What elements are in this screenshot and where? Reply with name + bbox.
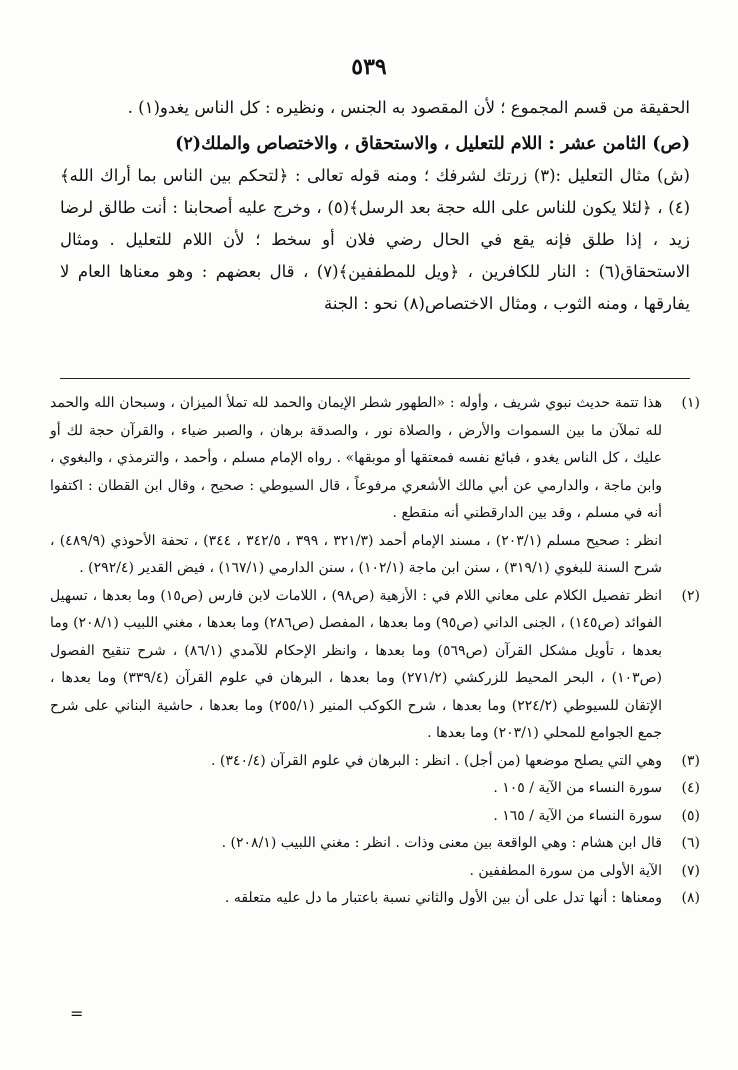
footnote-number: (١) (681, 395, 700, 411)
footnote (50, 858, 700, 886)
main-paragraph: (ش) مثال التعليل :(٣) زرتك لشرفك ؛ ومنه قوله تعالى : ﴿لتحكم بين الناس بما أراك الله﴾(٤) ، ﴿لئلا يكون للناس على الله حجة بعد الرسل﴾(٥) ، وخرج عليه أصحابنا : أنت طالق لرضا زيد ، إذا طلق فإنه يقع في الحال رضي فلان أو سخط ؛ لأن اللام للتعليل . ومثال الاستحقاق(٦) : النار للكافرين ، ﴿ويل للمطففين﴾(٧) ، قال بعضهم : وهو معناها العام لا يفارقها ، ومنه الثوب ، ومثال الاختصاص(٨) نحو : الجنة (60, 166, 690, 313)
footnote-text: هذا تتمة حديث نبوي شريف ، وأوله : «الطهور شطر الإيمان والحمد لله تملأ الميزان ، وسبحان الله والحمد لله تملآن ما بين السموات والأرض ، والصلاة نور ، والصدقة برهان ، والصبر ضياء ، والقرآن حجة لك أو عليك ، كل الناس يغدو ، فبائع نفسه فمعتقها أو موبقها» . رواه الإمام مسلم ، وأحمد ، والترمذي ، والبغوي ، وابن ماجة ، والدارمي عن أبي مالك الأشعري مرفوعاً ، قال السيوطي : صحيح ، وقال ابن القطان : اكتفوا أنه في مسلم ، وقد بين الدارقطني أنه منقطع . (50, 395, 662, 521)
main-paragraph: الحقيقة من قسم المجموع ؛ لأن المقصود به الجنس ، ونظيره : كل الناس يغدو(١) . (127, 98, 690, 117)
main-text (60, 92, 690, 320)
footnote-text: سورة النساء من الآية / ١٠٥ . (493, 780, 662, 796)
footnote (50, 830, 700, 858)
footnote-number: (٧) (681, 862, 700, 879)
footnote (50, 803, 700, 831)
footnote-text: قال ابن هشام : وهي الواقعة بين معنى وذات . انظر : مغني اللبيب (٢٠٨/١) . (221, 835, 662, 851)
footnote-number: (٦) (681, 835, 700, 851)
footnote-text: انظر تفصيل الكلام على معاني اللام في : الأزهية (ص٩٨) ، اللامات لابن فارس (ص١٥) وما بعدها ، تسهيل الفوائد (ص١٤٥) ، الجنى الداني (ص٩٥) وما بعدها ، المفصل (ص٢٨٦) وما بعدها ، مغني اللبيب (٢٠٨/١) وما بعدها ، تأويل مشكل القرآن (ص٥٦٩) وما بعدها ، وانظر الإحكام للآمدي (٨٦/١) ، شرح تنقيح الفصول (ص١٠٣) ، البحر المحيط للزركشي (٢٧١/٢) وما بعدها ، البرهان في علوم القرآن (٣٣٩/٤) وما بعدها ، الإتقان للسيوطي (٢٢٤/٢) وما بعدها ، شرح الكوكب المنير (٢٥٥/١) وما بعدها ، حاشية البناني على شرح جمع الجوامع للمحلي (٢٠٣/١) وما بعدها . (50, 587, 663, 741)
section-heading: (ص) الثامن عشر : اللام للتعليل ، والاستحقاق ، والاختصاص والملك(٢) (175, 134, 690, 154)
footnote-number: (٣) (681, 752, 700, 769)
footnote (50, 583, 700, 748)
footnote-number: (٢) (681, 587, 700, 604)
footnote-text: ومعناها : أنها تدل على أن بين الأول والثاني نسبة باعتبار ما دل عليه متعلقه . (224, 890, 662, 906)
page-number: ٥٣٩ (351, 54, 387, 80)
footnote-number: (٤) (681, 780, 700, 796)
footnote (50, 885, 700, 913)
footnotes (50, 390, 700, 913)
footnote-text: وهي التي يصلح موضعها (من أجل) . انظر : البرهان في علوم القرآن (٣٤٠/٤) . (211, 752, 662, 769)
footnote-text: سورة النساء من الآية / ١٦٥ . (493, 807, 662, 824)
footnote (50, 748, 700, 776)
footnote-number: (٨) (681, 890, 700, 906)
footnote (50, 390, 700, 583)
continuation-mark: = (70, 1004, 84, 1023)
footnote-number: (٥) (681, 807, 700, 824)
footnote-divider (60, 378, 690, 379)
footnote (50, 775, 700, 803)
footnote-text: الآية الأولى من سورة المطففين . (469, 862, 662, 879)
footnote-text: انظر : صحيح مسلم (٢٠٣/١) ، مسند الإمام أحمد (٣٢١/٣ ، ٣٩٩ ، ٣٤٢/٥ ، ٣٤٤) ، تحفة الأحوذي (٤٨٩/٩) ، شرح السنة للبغوي (٣١٩/١) ، سنن ابن ماجة (١٠٢/١) ، سنن الدارمي (١٦٧/١) ، فيض القدير (٢٩٢/٤) . (50, 532, 663, 576)
